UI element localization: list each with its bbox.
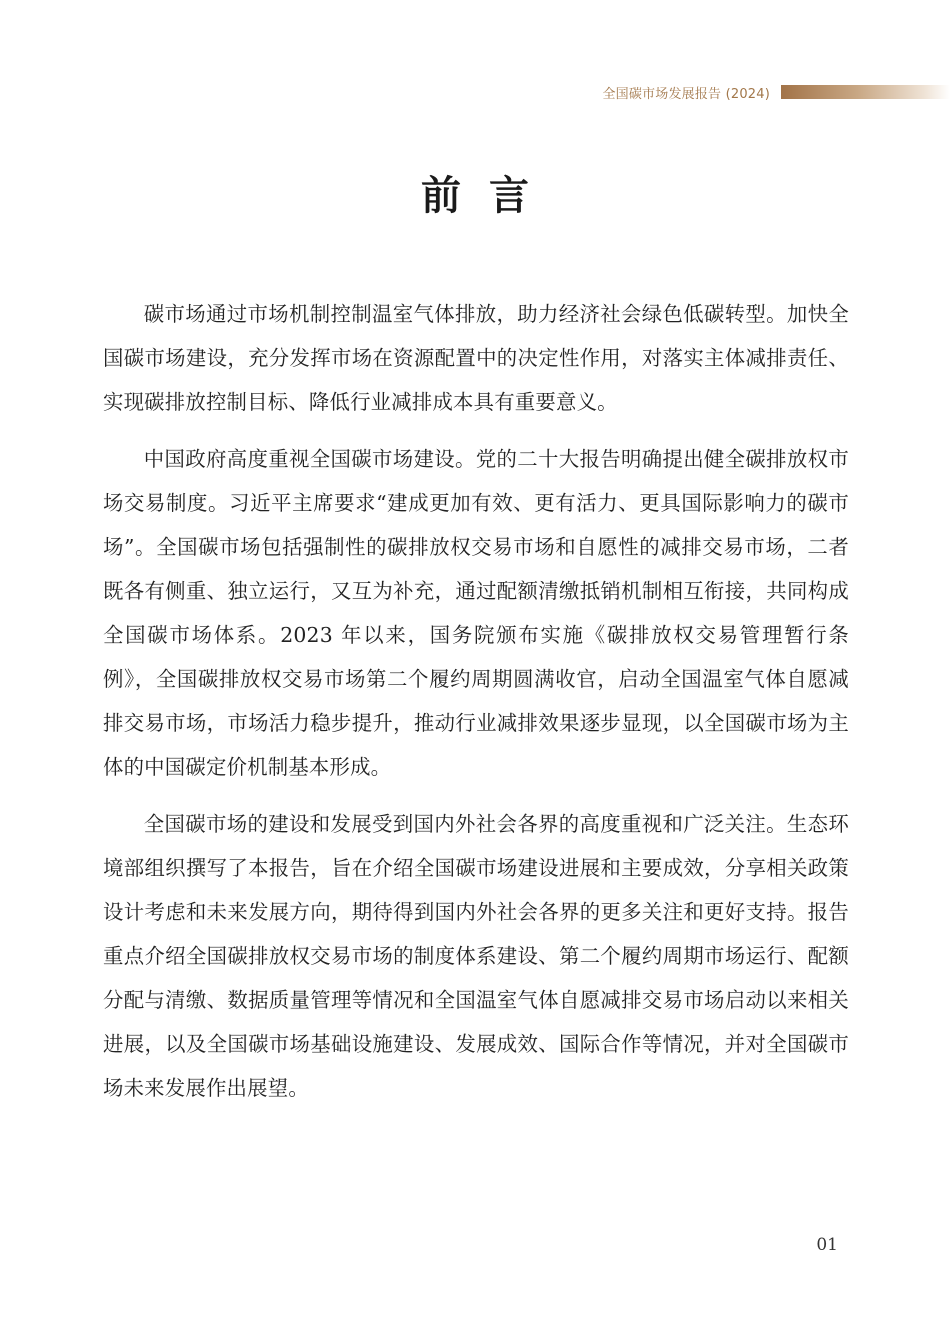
page-number: 01 <box>816 1235 838 1255</box>
body-text <box>103 292 849 1123</box>
paragraph-3: 全国碳市场的建设和发展受到国内外社会各界的高度重视和广泛关注。生态环境部组织撰写了本报告，旨在介绍全国碳市场建设进展和主要成效，分享相关政策设计考虑和未来发展方向，期待得到国内外社会各界的更多关注和更好支持。报告重点介绍全国碳排放权交易市场的制度体系建设、第二个履约周期市场运行、配额分配与清缴、数据质量管理等情况和全国温室气体自愿减排交易市场启动以来相关进展，以及全国碳市场基础设施建设、发展成效、国际合作等情况，并对全国碳市场未来发展作出展望。 <box>103 812 849 1100</box>
running-header-title: 全国碳市场发展报告 (2024) <box>602 87 770 102</box>
page-title: 前言 <box>421 172 557 219</box>
paragraph-1: 碳市场通过市场机制控制温室气体排放，助力经济社会绿色低碳转型。加快全国碳市场建设，充分发挥市场在资源配置中的决定性作用，对落实主体减排责任、实现碳排放控制目标、降低行业减排成本具有重要意义。 <box>103 302 849 414</box>
running-header <box>0 82 950 102</box>
header-gradient-bar <box>781 85 950 99</box>
paragraph-2: 中国政府高度重视全国碳市场建设。党的二十大报告明确提出健全碳排放权市场交易制度。习近平主席要求“建成更加有效、更有活力、更具国际影响力的碳市场”。全国碳市场包括强制性的碳排放权交易市场和自愿性的减排交易市场，二者既各有侧重、独立运行，又互为补充，通过配额清缴抵销机制相互衔接，共同构成全国碳市场体系。2023 年以来，国务院颁布实施《碳排放权交易管理暂行条例》，全国碳排放权交易市场第二个履约周期圆满收官，启动全国温室气体自愿减排交易市场，市场活力稳步提升，推动行业减排效果逐步显现，以全国碳市场为主体的中国碳定价机制基本形成。 <box>103 447 849 779</box>
